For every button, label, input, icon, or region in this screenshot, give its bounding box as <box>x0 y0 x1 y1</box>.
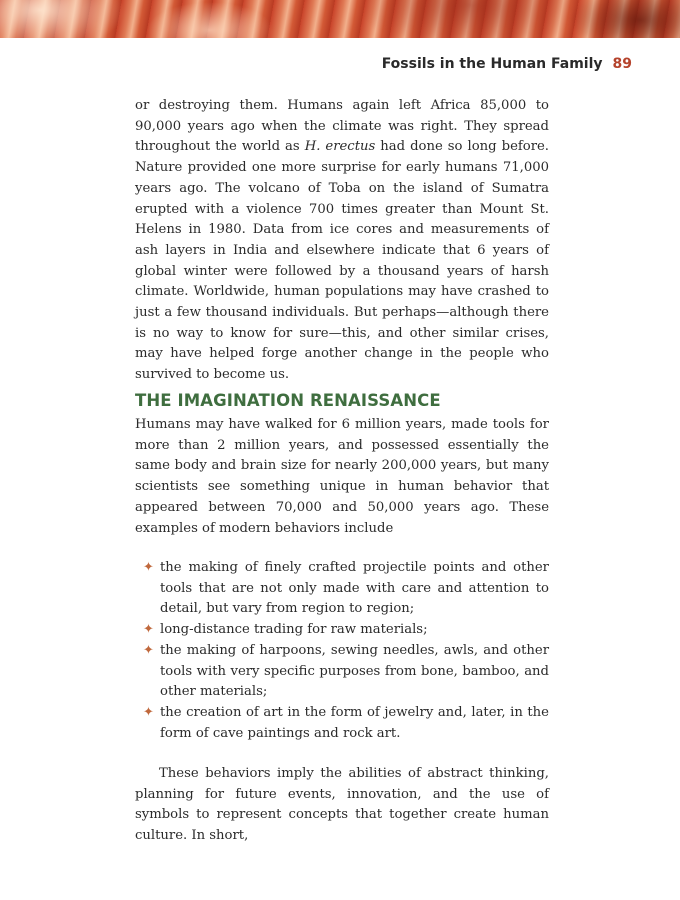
bullet-icon: ✦ <box>143 560 154 575</box>
list-item-text: long-distance trading for raw materials; <box>160 622 428 638</box>
page-number: 89 <box>612 56 632 72</box>
running-header <box>382 56 632 72</box>
body-paragraph-1: or destroying them. Humans again left Africa 85,000 to 90,000 years ago when the climate was right. They spread throughout the world as H. erectus had done so long before. Nature provided one more surprise for early humans 71,000 years ago. The volcano of Toba on the island of Sumatra erupted with a violence 700 times greater than Mount St. Helens in 1980. Data from ice cores and measurements of ash layers in India and elsewhere indicate that 6 years of global winter were followed by a thousand years of harsh climate. Worldwide, human populations may have crashed to just a few thousand individuals. But perhaps—although there is no way to know for sure—this, and other similar crises, may have helped forge another change in the people who survived to become us. <box>135 98 549 383</box>
list-item <box>143 558 549 620</box>
body-paragraph-2: Humans may have walked for 6 million years, made tools for more than 2 million years, and possessed essentially the same body and brain size for nearly 200,000 years, but many scientists see something unique in human behavior that appeared between 70,000 and 50,000 years ago. These examples of modern behaviors include <box>135 417 549 536</box>
running-title: Fossils in the Human Family <box>381 56 603 72</box>
list-item-text: the making of finely crafted projectile points and other tools that are not only made with care and attention to detail, but vary from region to region; <box>160 560 549 617</box>
list-item-text: the making of harpoons, sewing needles, awls, and other tools with very specific purposes from bone, bamboo, and other materials; <box>160 642 549 700</box>
bullet-icon: ✦ <box>143 642 154 658</box>
behavior-list <box>143 558 549 744</box>
list-item <box>143 703 549 744</box>
species-name: H. erectus <box>304 139 376 155</box>
bullet-icon: ✦ <box>143 622 154 638</box>
section-heading: THE IMAGINATION RENAISSANCE <box>135 391 441 410</box>
bullet-icon: ✦ <box>143 704 154 720</box>
body-paragraph-3: These behaviors imply the abilities of abstract thinking, planning for future events, innovation, and the use of symbols to represent concepts that together create human culture. In short, <box>135 766 549 844</box>
list-item <box>143 641 549 703</box>
decorative-banner <box>0 0 680 38</box>
list-item <box>143 620 549 641</box>
list-item-text: the creation of art in the form of jewelry and, later, in the form of cave paintings and rock art. <box>160 704 549 741</box>
